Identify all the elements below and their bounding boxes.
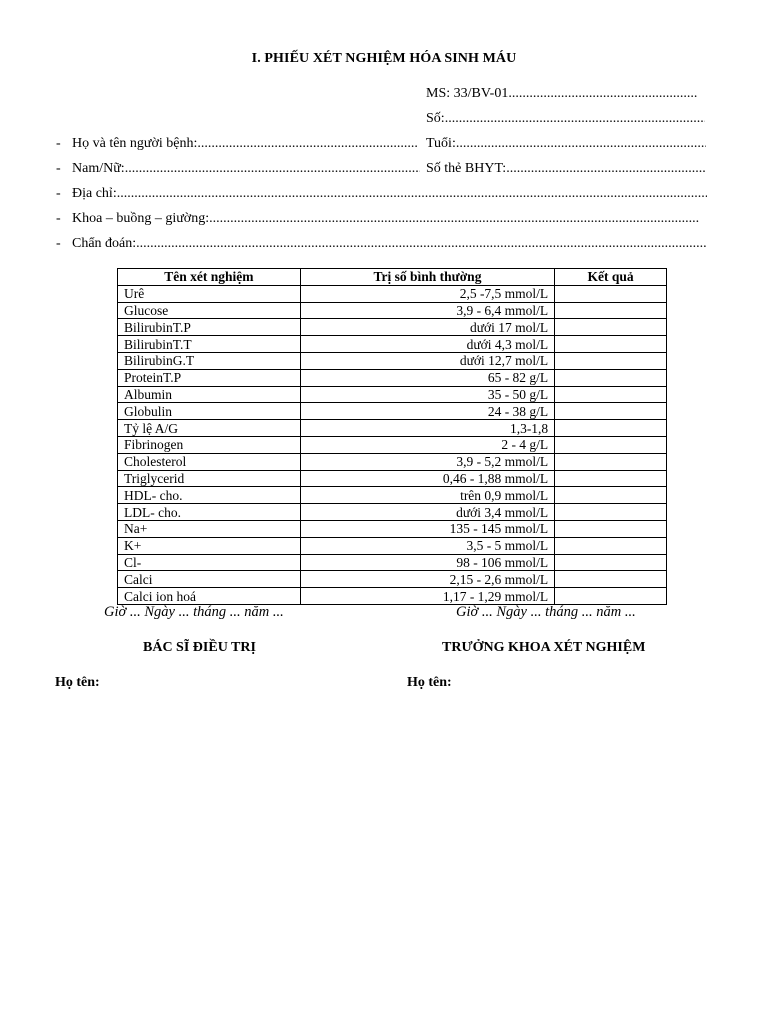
- normal-range-cell: 35 - 50 g/L: [300, 386, 554, 403]
- table-row: [118, 470, 667, 487]
- result-cell[interactable]: [555, 487, 667, 504]
- doctor-name-label: Họ tên:: [55, 675, 100, 690]
- age-dots: [456, 135, 706, 153]
- table-row: [118, 336, 667, 353]
- normal-range-cell: 3,5 - 5 mmol/L: [300, 537, 554, 554]
- test-name-cell: BilirubinT.P: [118, 319, 301, 336]
- table-header-row: [118, 269, 667, 286]
- test-name-cell: Calci ion hoá: [118, 588, 301, 605]
- normal-range-cell: 65 - 82 g/L: [300, 369, 554, 386]
- lab-head-title: TRƯỞNG KHOA XÉT NGHIỆM: [442, 640, 646, 655]
- normal-range-cell: dưới 17 mol/L: [300, 319, 554, 336]
- table-row: [118, 319, 667, 336]
- form-title: I. PHIẾU XÉT NGHIỆM HÓA SINH MÁU: [251, 51, 517, 66]
- insurance-dots: [506, 160, 706, 178]
- normal-range-cell: 1,17 - 1,29 mmol/L: [300, 588, 554, 605]
- result-cell[interactable]: [555, 319, 667, 336]
- result-cell[interactable]: [555, 470, 667, 487]
- bullet: -: [56, 186, 61, 201]
- normal-range-cell: 24 - 38 g/L: [300, 403, 554, 420]
- diagnosis-dots: [136, 235, 706, 253]
- table-row: [118, 520, 667, 537]
- test-name-cell: BilirubinT.T: [118, 336, 301, 353]
- diagnosis-label: Chẩn đoán:: [72, 236, 137, 251]
- result-cell[interactable]: [555, 386, 667, 403]
- result-cell[interactable]: [555, 285, 667, 302]
- table-row: [118, 369, 667, 386]
- insurance-field[interactable]: [426, 160, 711, 178]
- table-row: [118, 554, 667, 571]
- normal-range-cell: 1,3-1,8: [300, 420, 554, 437]
- lab-head-name-label: Họ tên:: [407, 675, 452, 690]
- patient-name-dots: [197, 135, 417, 153]
- ward-dots: [209, 210, 699, 228]
- normal-range-cell: 3,9 - 5,2 mmol/L: [300, 453, 554, 470]
- bullet: -: [56, 211, 61, 226]
- patient-name-field[interactable]: [72, 135, 426, 153]
- so-field[interactable]: [426, 110, 711, 128]
- patient-name-label: Họ và tên người bệnh:: [72, 136, 198, 151]
- test-name-cell: Globulin: [118, 403, 301, 420]
- test-name-cell: HDL- cho.: [118, 487, 301, 504]
- test-name-cell: Cl-: [118, 554, 301, 571]
- gender-label: Nam/Nữ:: [72, 161, 125, 176]
- insurance-label: Số thẻ BHYT:: [426, 161, 507, 176]
- result-cell[interactable]: [555, 352, 667, 369]
- result-cell[interactable]: [555, 537, 667, 554]
- normal-range-cell: dưới 12,7 mol/L: [300, 352, 554, 369]
- test-name-cell: Triglycerid: [118, 470, 301, 487]
- results-table: [117, 268, 667, 605]
- table-row: [118, 436, 667, 453]
- normal-range-cell: dưới 4,3 mol/L: [300, 336, 554, 353]
- header-test-name: Tên xét nghiệm: [118, 269, 301, 286]
- table-row: [118, 588, 667, 605]
- test-name-cell: K+: [118, 537, 301, 554]
- test-name-cell: LDL- cho.: [118, 504, 301, 521]
- ms-label: MS: 33/BV-01: [426, 86, 509, 101]
- gender-dots: [125, 160, 420, 178]
- result-cell[interactable]: [555, 436, 667, 453]
- result-cell[interactable]: [555, 554, 667, 571]
- gender-field[interactable]: [72, 160, 426, 178]
- normal-range-cell: 0,46 - 1,88 mmol/L: [300, 470, 554, 487]
- result-cell[interactable]: [555, 336, 667, 353]
- address-label: Địa chỉ:: [72, 186, 117, 201]
- normal-range-cell: trên 0,9 mmol/L: [300, 487, 554, 504]
- ward-field[interactable]: [72, 210, 711, 228]
- test-name-cell: Cholesterol: [118, 453, 301, 470]
- table-row: [118, 285, 667, 302]
- address-field[interactable]: [72, 185, 711, 203]
- doctor-title: BÁC SĨ ĐIỀU TRỊ: [143, 640, 256, 655]
- table-row: [118, 386, 667, 403]
- result-cell[interactable]: [555, 453, 667, 470]
- bullet: -: [56, 161, 61, 176]
- table-row: [118, 571, 667, 588]
- bullet: -: [56, 236, 61, 251]
- test-name-cell: Calci: [118, 571, 301, 588]
- table-row: [118, 302, 667, 319]
- result-cell[interactable]: [555, 403, 667, 420]
- test-name-cell: Glucose: [118, 302, 301, 319]
- test-name-cell: Fibrinogen: [118, 436, 301, 453]
- result-cell[interactable]: [555, 588, 667, 605]
- date-line-left: Giờ ... Ngày ... tháng ... năm ...: [104, 604, 284, 620]
- so-label: Số:: [426, 111, 445, 126]
- table-row: [118, 537, 667, 554]
- result-cell[interactable]: [555, 520, 667, 537]
- header-normal-range: Trị số bình thường: [300, 269, 554, 286]
- ms-dots: [508, 85, 698, 103]
- bullet: -: [56, 136, 61, 151]
- result-cell[interactable]: [555, 369, 667, 386]
- table-row: [118, 420, 667, 437]
- age-field[interactable]: [426, 135, 711, 153]
- result-cell[interactable]: [555, 571, 667, 588]
- date-line-right: Giờ ... Ngày ... tháng ... năm ...: [456, 604, 636, 620]
- table-row: [118, 453, 667, 470]
- age-label: Tuổi:: [426, 136, 456, 151]
- test-name-cell: Urê: [118, 285, 301, 302]
- so-dots: [445, 110, 705, 128]
- normal-range-cell: 98 - 106 mmol/L: [300, 554, 554, 571]
- normal-range-cell: 2,5 -7,5 mmol/L: [300, 285, 554, 302]
- normal-range-cell: 2 - 4 g/L: [300, 436, 554, 453]
- test-name-cell: BilirubinG.T: [118, 352, 301, 369]
- address-dots: [117, 185, 707, 203]
- normal-range-cell: 135 - 145 mmol/L: [300, 520, 554, 537]
- ms-field[interactable]: [426, 85, 711, 103]
- table-row: [118, 504, 667, 521]
- test-name-cell: ProteinT.P: [118, 369, 301, 386]
- table-row: [118, 352, 667, 369]
- table-row: [118, 403, 667, 420]
- table-row: [118, 487, 667, 504]
- diagnosis-field[interactable]: [72, 235, 711, 253]
- header-result: Kết quả: [555, 269, 667, 286]
- test-name-cell: Na+: [118, 520, 301, 537]
- result-cell[interactable]: [555, 420, 667, 437]
- ward-label: Khoa – buồng – giường:: [72, 211, 210, 226]
- test-name-cell: Tỷ lệ A/G: [118, 420, 301, 437]
- normal-range-cell: 2,15 - 2,6 mmol/L: [300, 571, 554, 588]
- normal-range-cell: 3,9 - 6,4 mmol/L: [300, 302, 554, 319]
- test-name-cell: Albumin: [118, 386, 301, 403]
- result-cell[interactable]: [555, 302, 667, 319]
- normal-range-cell: dưới 3,4 mmol/L: [300, 504, 554, 521]
- result-cell[interactable]: [555, 504, 667, 521]
- table-body: [118, 285, 667, 604]
